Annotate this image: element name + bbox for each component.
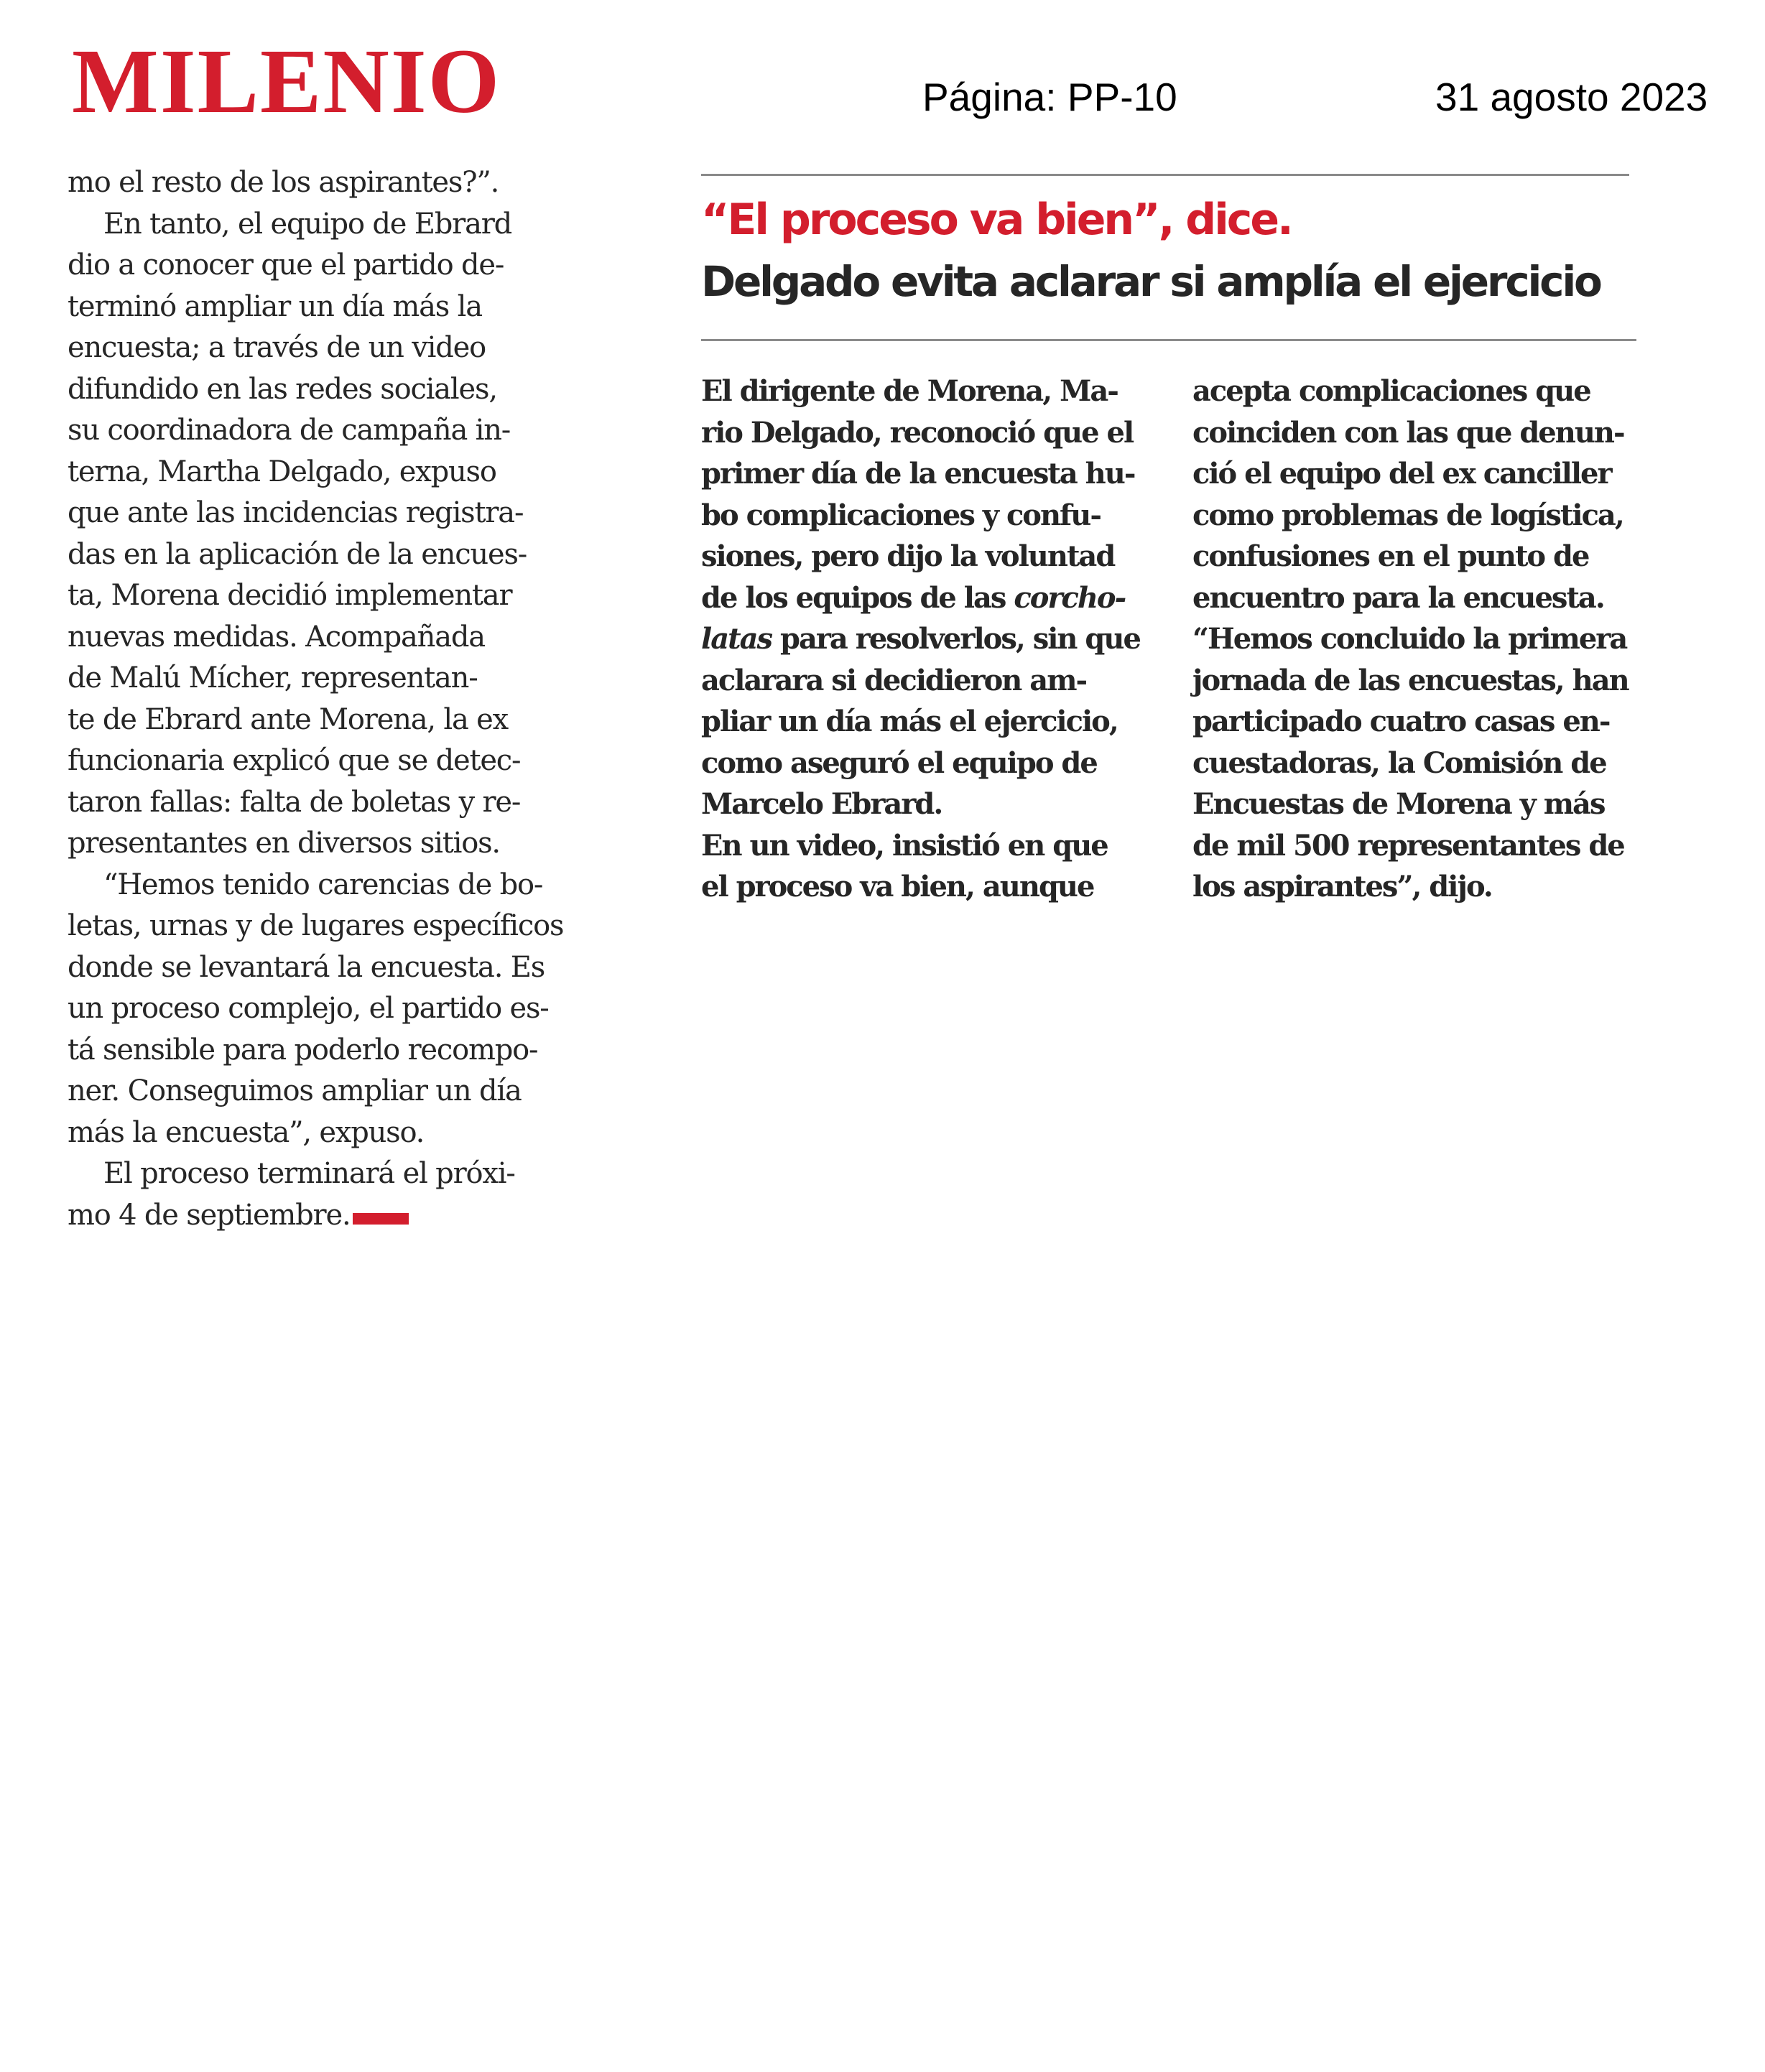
sidebar-line: de los equipos de las	[701, 580, 1006, 615]
sidebar-top-rule	[701, 174, 1629, 176]
sidebar-line: bo complicaciones y confu-	[701, 498, 1101, 532]
sidebar-line: participado cuatro casas en-	[1192, 705, 1610, 738]
sidebar-column-2	[1192, 371, 1652, 908]
article-line: taron fallas: falta de boletas y re-	[68, 785, 521, 819]
sidebar-kicker: “El proceso va bien”, dice.	[701, 195, 1292, 245]
sidebar-headline: Delgado evita aclarar si amplía el ejercicio	[701, 257, 1600, 306]
sidebar-line: jornada de las encuestas, han	[1192, 663, 1629, 697]
article-line: te de Ebrard ante Morena, la ex	[68, 702, 508, 736]
article-line: letas, urnas y de lugares específicos	[68, 909, 564, 942]
sidebar-line: En un video, insistió en que	[701, 828, 1108, 863]
sidebar-italic-word: latas	[701, 622, 772, 656]
article-line: donde se levantará la encuesta. Es	[68, 950, 545, 984]
sidebar-line: como problemas de logística,	[1192, 498, 1623, 532]
article-line: más la encuesta”, expuso.	[68, 1115, 425, 1149]
article-line: de Malú Mícher, representan-	[68, 661, 478, 694]
article-line: funcionaria explicó que se detec-	[68, 744, 521, 777]
article-line: ta, Morena decidió implementar	[68, 579, 512, 612]
article-line: que ante las incidencias registra-	[68, 496, 524, 529]
sidebar-line: los aspirantes”, dijo.	[1192, 870, 1492, 903]
sidebar-line: el proceso va bien, aunque	[701, 870, 1094, 903]
sidebar-line: cuestadoras, la Comisión de	[1192, 745, 1606, 780]
article-line: nuevas medidas. Acompañada	[68, 620, 485, 654]
sidebar-line: de mil 500 representantes de	[1192, 828, 1624, 863]
article-line: mo el resto de los aspirantes?”.	[68, 166, 499, 199]
sidebar-line: siones, pero dijo la voluntad	[701, 539, 1115, 573]
sidebar-line: rio Delgado, reconoció que el	[701, 415, 1134, 450]
article-line: ner. Conseguimos ampliar un día	[68, 1074, 522, 1107]
article-line: su coordinadora de campaña in-	[68, 414, 511, 447]
article-last-line	[68, 1195, 556, 1237]
article-line: El proceso terminará el próxi-	[103, 1157, 515, 1190]
article-line: terna, Martha Delgado, expuso	[68, 455, 496, 488]
article-line: mo 4 de septiembre.	[68, 1198, 351, 1232]
page-number: Página: PP-10	[922, 75, 1177, 119]
sidebar-bottom-rule	[701, 339, 1636, 341]
sidebar-italic-word: corcho-	[1014, 580, 1126, 615]
sidebar-line: confusiones en el punto de	[1192, 539, 1589, 573]
article-line: terminó ampliar un día más la	[68, 289, 482, 323]
article-line: tá sensible para poderlo recompo-	[68, 1033, 538, 1067]
sidebar-line: aclarara si decidieron am-	[701, 663, 1087, 697]
article-line: “Hemos tenido carencias de bo-	[103, 868, 543, 901]
sidebar-line-with-italic	[701, 577, 1161, 619]
sidebar-line: Marcelo Ebrard.	[701, 787, 942, 821]
sidebar-line: como aseguró el equipo de	[701, 745, 1097, 780]
article-line: encuesta; a través de un video	[68, 331, 486, 364]
sidebar-line: El dirigente de Morena, Ma-	[701, 374, 1118, 408]
article-line: En tanto, el equipo de Ebrard	[103, 207, 512, 241]
sidebar-line: coinciden con las que denun-	[1192, 415, 1624, 450]
milenio-logo: MILENIO	[72, 30, 501, 132]
article-line: das en la aplicación de la encues-	[68, 537, 527, 571]
sidebar-line: pliar un día más el ejercicio,	[701, 705, 1118, 738]
article-line: presentantes en diversos sitios.	[68, 827, 500, 860]
article-line: un proceso complejo, el partido es-	[68, 992, 549, 1025]
sidebar-column-1	[701, 371, 1161, 908]
sidebar-line: primer día de la encuesta hu-	[701, 457, 1135, 491]
sidebar-line: acepta complicaciones que	[1192, 374, 1590, 408]
sidebar-line: “Hemos concluido la primera	[1192, 622, 1627, 656]
sidebar-line-with-italic	[701, 618, 1161, 660]
article-line: dio a conocer que el partido de-	[68, 248, 504, 282]
article-continuation-column	[68, 162, 564, 1236]
sidebar-line: para resolverlos, sin que	[779, 622, 1140, 656]
sidebar-line: encuentro para la encuesta.	[1192, 580, 1604, 615]
sidebar-line: ció el equipo del ex canciller	[1192, 457, 1611, 491]
end-of-article-mark	[353, 1213, 409, 1225]
publication-date: 31 agosto 2023	[1435, 75, 1708, 119]
sidebar-line: Encuestas de Morena y más	[1192, 787, 1605, 821]
article-line: difundido en las redes sociales,	[68, 372, 497, 406]
